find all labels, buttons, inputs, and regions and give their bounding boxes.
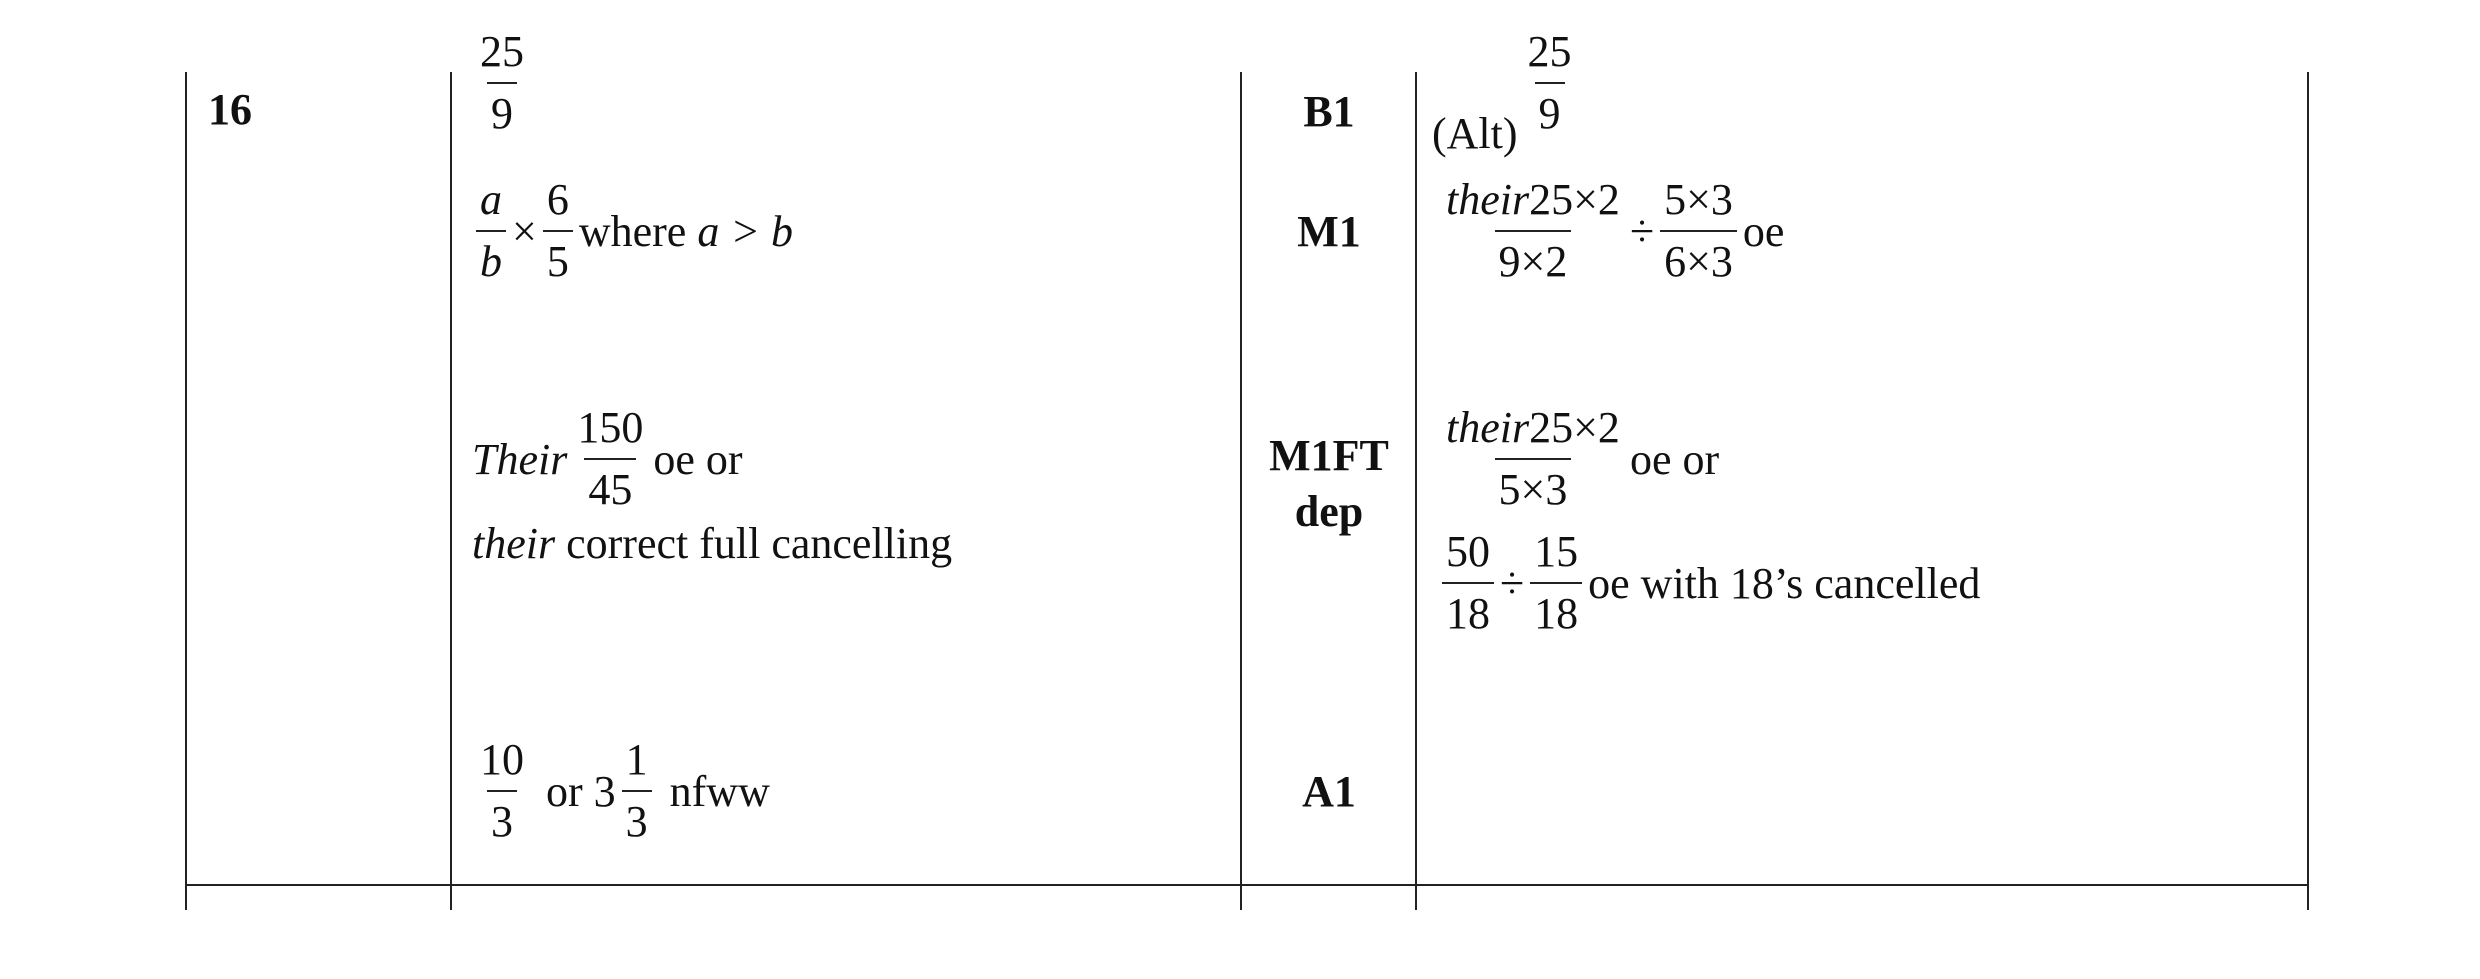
mark-m1ft: M1FT [1269, 431, 1389, 480]
answer-row3-line2 [472, 518, 952, 569]
notes-fraction-5x3-6x3: $\frac{5\times 3}{6\times 3}$ [1660, 178, 1737, 284]
answer-fraction-10-3: $\frac{10}{3}$ [480, 735, 524, 846]
answer-row3-their-lower: their [472, 519, 556, 568]
answer-row1-clip [470, 27, 670, 172]
times-sign: × [512, 206, 537, 256]
answer-row3-suffix: oe or [653, 434, 743, 484]
answer-row3-cancelling: correct full cancelling [555, 519, 953, 568]
notes-fraction-15-18: $\frac{15}{18}$ [1530, 530, 1582, 636]
notes-fraction-25-9: $\frac{25}{9}$ [1527, 27, 1572, 138]
table-right-border [2307, 72, 2309, 910]
answer-row3 [472, 403, 743, 514]
answer-row2-condition: a > b [697, 206, 794, 256]
answer-row1 [470, 27, 534, 138]
answer-row2 [470, 175, 794, 286]
notes-row3-suffix: oe or [1629, 434, 1720, 484]
notes-alt: (Alt) [1432, 108, 1518, 158]
answer-row4 [470, 735, 770, 846]
answer-row3-their: Their [472, 434, 568, 484]
answer-fraction-a-b: $\frac{a}{b}$ [476, 178, 506, 284]
mark-dep: dep [1294, 487, 1364, 536]
table-left-border [185, 72, 187, 910]
answer-fraction-25-9: $\frac{25}{9}$ [480, 27, 524, 138]
notes-row1 [1432, 27, 1582, 158]
answer-row4-nfww: nfww [669, 766, 770, 816]
answer-row4-or: or 3 [546, 766, 616, 816]
notes-fraction-their-25x2-5x3: $\frac{\text{their25×2}}{5\times 3}$ [1446, 403, 1620, 514]
divide-sign: ÷ [1629, 206, 1655, 256]
notes-fraction-50-18: $\frac{50}{18}$ [1442, 530, 1494, 636]
mark-b1: B1 [1303, 87, 1355, 136]
answer-fraction-1-3: $\frac{1}{3}$ [622, 738, 652, 844]
notes-row1-clip [1432, 27, 1732, 172]
row-bottom-border [185, 884, 2309, 886]
divide-sign-2: ÷ [1500, 558, 1525, 608]
mark-a1: A1 [1302, 767, 1356, 816]
question-number: 16 [208, 85, 252, 134]
answer-fraction-150-45: $\frac{150}{45}$ [577, 403, 644, 514]
column-divider-1 [450, 72, 452, 910]
notes-row3 [1436, 403, 1720, 514]
notes-row2-oe: oe [1742, 206, 1785, 256]
answer-row2-where: where [578, 206, 698, 256]
notes-row4-suffix: oe with 18’s cancelled [1588, 558, 1981, 608]
mark-m1: M1 [1297, 207, 1361, 256]
answer-fraction-6-5: $\frac{6}{5}$ [543, 178, 573, 284]
notes-fraction-their-25x2-9x2: $\frac{\text{their25×2}}{9\times 2}$ [1446, 175, 1620, 286]
notes-row2 [1436, 175, 1785, 286]
notes-row4 [1436, 527, 1981, 638]
